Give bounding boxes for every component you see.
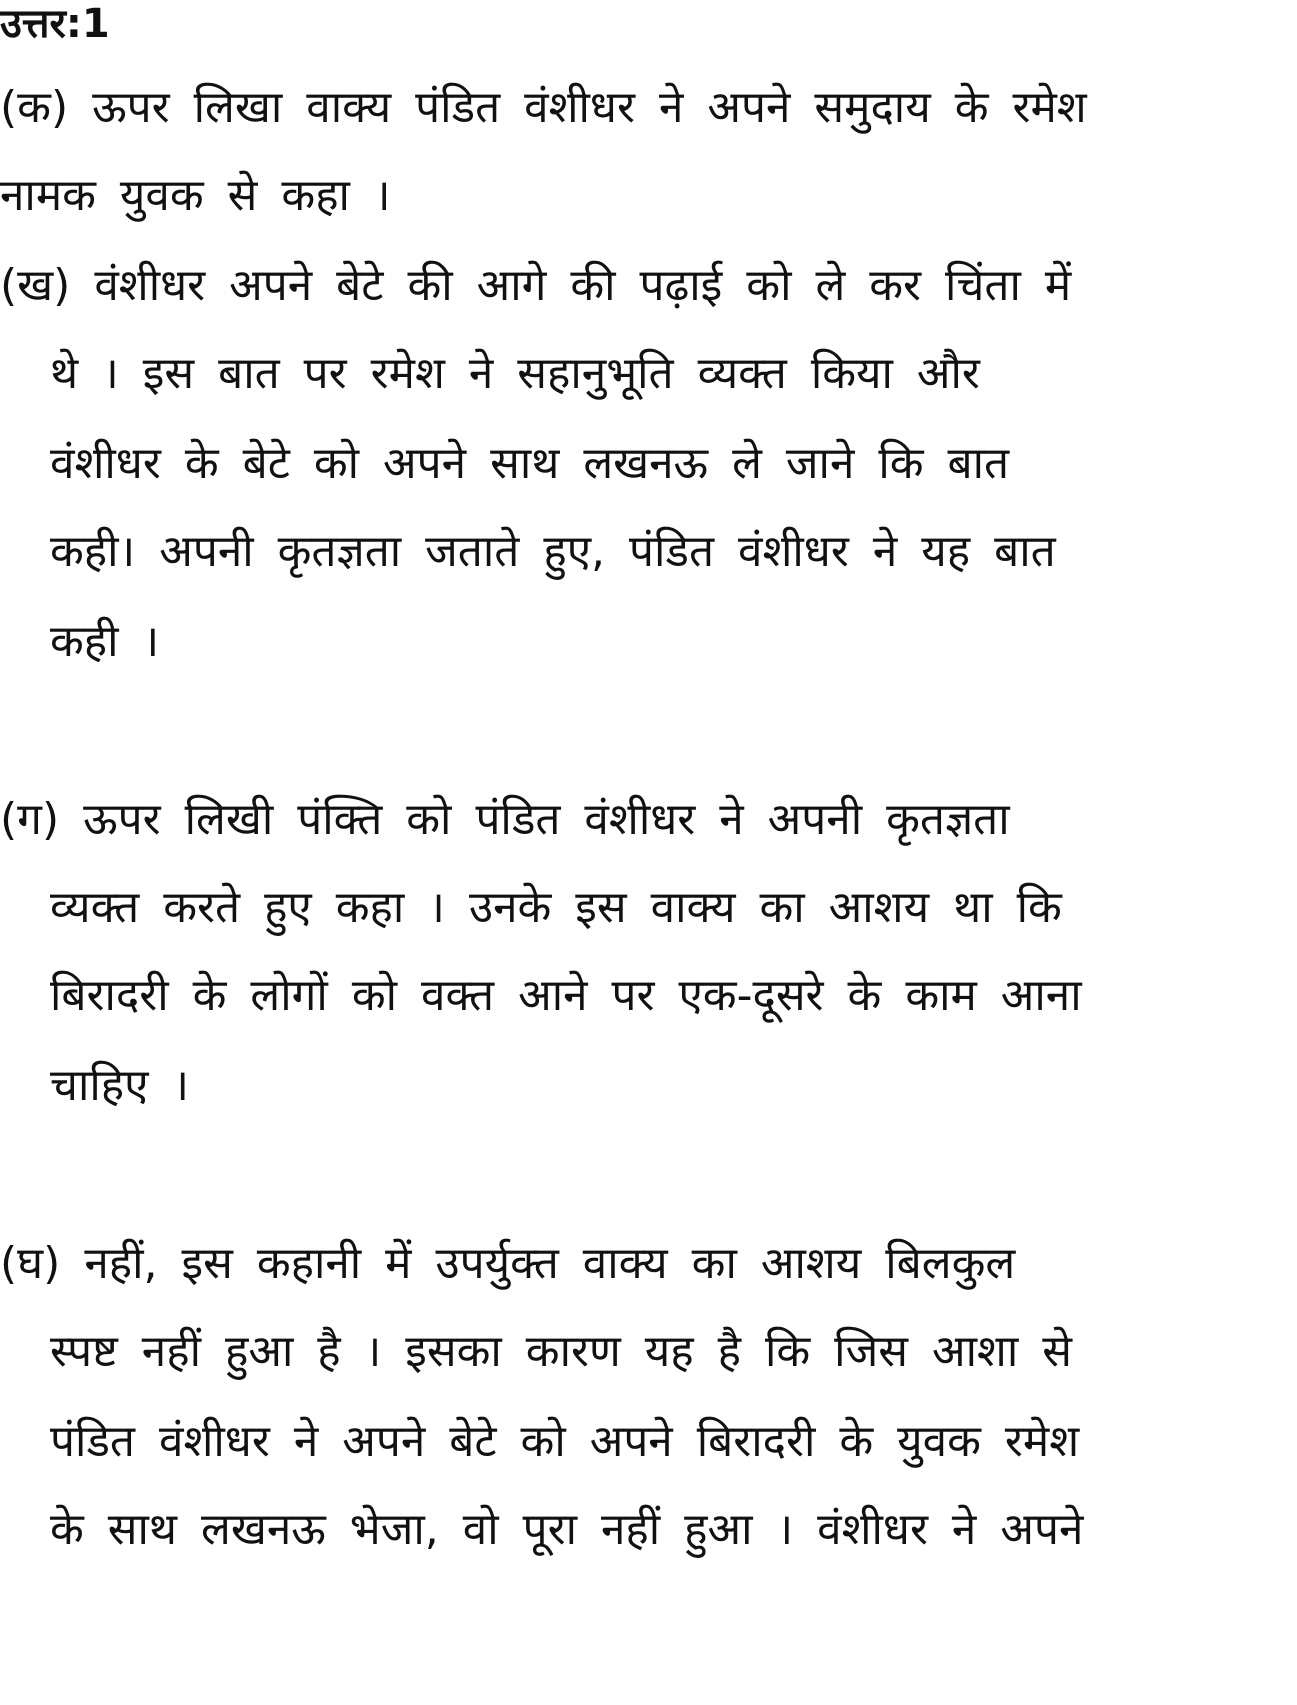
answer-ga-text-1: ऊपर लिखी पंक्ति को पंडित वंशीधर ने अपनी कृतज्ञता — [83, 794, 1010, 845]
answer-kha-line-2: थे । इस बात पर रमेश ने सहानुभूति व्यक्त किया और — [50, 348, 980, 399]
answer-gha-text-1: नहीं, इस कहानी में उपर्युक्त वाक्य का आशय बिलकुल — [84, 1238, 1016, 1289]
answer-kha-line-5: कही । — [50, 616, 160, 667]
answer-heading: उत्तर:1 — [0, 1, 110, 47]
answer-kha-marker: (ख) — [0, 260, 71, 311]
answer-gha-marker: (घ) — [0, 1238, 61, 1289]
answer-ka-marker: (क) — [0, 82, 69, 133]
answer-ga-marker: (ग) — [0, 794, 60, 845]
answer-kha-text-1: वंशीधर अपने बेटे की आगे की पढ़ाई को ले कर चिंता में — [94, 260, 1072, 311]
answer-kha-line-4: कही। अपनी कृतज्ञता जताते हुए, पंडित वंशीधर ने यह बात — [50, 526, 1056, 577]
answer-gha-line-3: पंडित वंशीधर ने अपने बेटे को अपने बिरादरी के युवक रमेश — [50, 1416, 1080, 1467]
answer-gha-line-2: स्पष्ट नहीं हुआ है । इसका कारण यह है कि जिस आशा से — [50, 1326, 1072, 1377]
answer-kha-line-3: वंशीधर के बेटे को अपने साथ लखनऊ ले जाने कि बात — [50, 438, 1010, 489]
answer-kha-line-1 — [0, 256, 1071, 316]
answer-ka-text-1: ऊपर लिखा वाक्य पंडित वंशीधर ने अपने समुदाय के रमेश — [92, 82, 1087, 133]
answer-gha-line-1 — [0, 1234, 1015, 1294]
answer-gha-line-4: के साथ लखनऊ भेजा, वो पूरा नहीं हुआ । वंशीधर ने अपने — [50, 1504, 1084, 1555]
answer-ga-line-2: व्यक्त करते हुए कहा । उनके इस वाक्य का आशय था कि — [50, 882, 1062, 933]
answer-ka-line-1 — [0, 78, 1087, 138]
answer-ga-line-1 — [0, 790, 1010, 850]
answer-ka-line-2: नामक युवक से कहा । — [0, 170, 391, 221]
answer-ga-line-4: चाहिए । — [50, 1060, 190, 1111]
answer-ga-line-3: बिरादरी के लोगों को वक्त आने पर एक-दूसरे के काम आना — [50, 970, 1082, 1021]
